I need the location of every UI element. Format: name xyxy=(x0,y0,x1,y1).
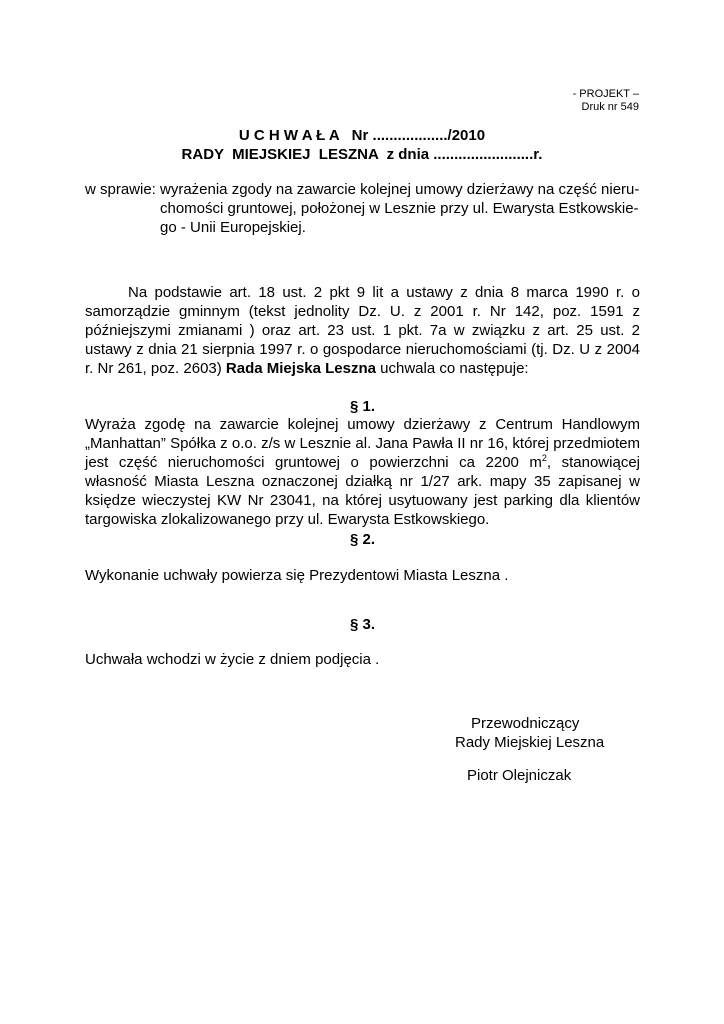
section-1-body: Wyraża zgodę na zawarcie kolejnej umowy dzierżawy z Centrum Handlowym „Manhattan” Spółka z o.o. z/s w Lesznie al. Jana Pawła II nr 16, której przedmiotem jest część nieruchomości gruntowej o powierzchni ca 2200 m xyxy=(85,416,640,471)
preamble xyxy=(85,283,640,378)
subject-label: w sprawie: xyxy=(85,181,156,198)
section-2-text: Wykonanie uchwały powierza się Prezydentowi Miasta Leszna . xyxy=(85,567,509,584)
area-unit-superscript: 2 xyxy=(541,453,547,463)
subject-line-2: chomości gruntowej, położonej w Lesznie przy ul. Ewarysta Estkowskie- xyxy=(160,200,639,217)
print-number: Druk nr 549 xyxy=(581,101,639,113)
section-3-heading: § 3. xyxy=(349,616,376,633)
section-2-heading: § 2. xyxy=(349,531,376,548)
subject-line-3: go - Unii Europejskiej. xyxy=(160,219,306,236)
section-1-body-cont: , stanowiącej własność Miasta Leszna oznaczonej działką nr 1/27 ark. mapy 35 zapisanej w księdze wieczystej KW Nr 23041, na której usytuowany jest parking dla klientów targowiska zlokalizowanego przy ul. Ewarysta Estkowskiego. xyxy=(85,454,640,528)
subject-line-1: wyrażenia zgody na zawarcie kolejnej umowy dzierżawy na część nieru- xyxy=(160,181,640,198)
preamble-tail: uchwala co następuje: xyxy=(376,360,529,377)
section-1-heading: § 1. xyxy=(349,398,376,415)
council-name: Rada Miejska Leszna xyxy=(225,360,376,377)
resolution-council-line: RADY MIEJSKIEJ LESZNA z dnia ........................r. xyxy=(181,146,543,163)
signature-role: Przewodniczący xyxy=(471,715,580,732)
signature-name: Piotr Olejniczak xyxy=(467,767,572,784)
signature-body: Rady Miejskiej Leszna xyxy=(455,734,605,751)
section-3-text: Uchwała wchodzi w życie z dniem podjęcia . xyxy=(85,651,380,668)
preamble-text: Na podstawie art. 18 ust. 2 pkt 9 lit a ustawy z dnia 8 marca 1990 r. o samorządzie gminnym (tekst jednolity Dz. U. z 2001 r. Nr 142, poz. 1591 z późniejszymi zmianami ) oraz art. 23 ust. 1 pkt. 7a w związku z art. 25 ust. 2 ustawy z dnia 21 sierpnia 1997 r. o gospodarce nieruchomościami (tj. Dz. U z 2004 r. Nr 261, poz. 2603) xyxy=(85,284,640,377)
section-1-text xyxy=(85,415,640,529)
project-label: - PROJEKT – xyxy=(572,88,639,100)
resolution-title: U C H W A Ł A Nr ................../2010 xyxy=(238,127,486,144)
